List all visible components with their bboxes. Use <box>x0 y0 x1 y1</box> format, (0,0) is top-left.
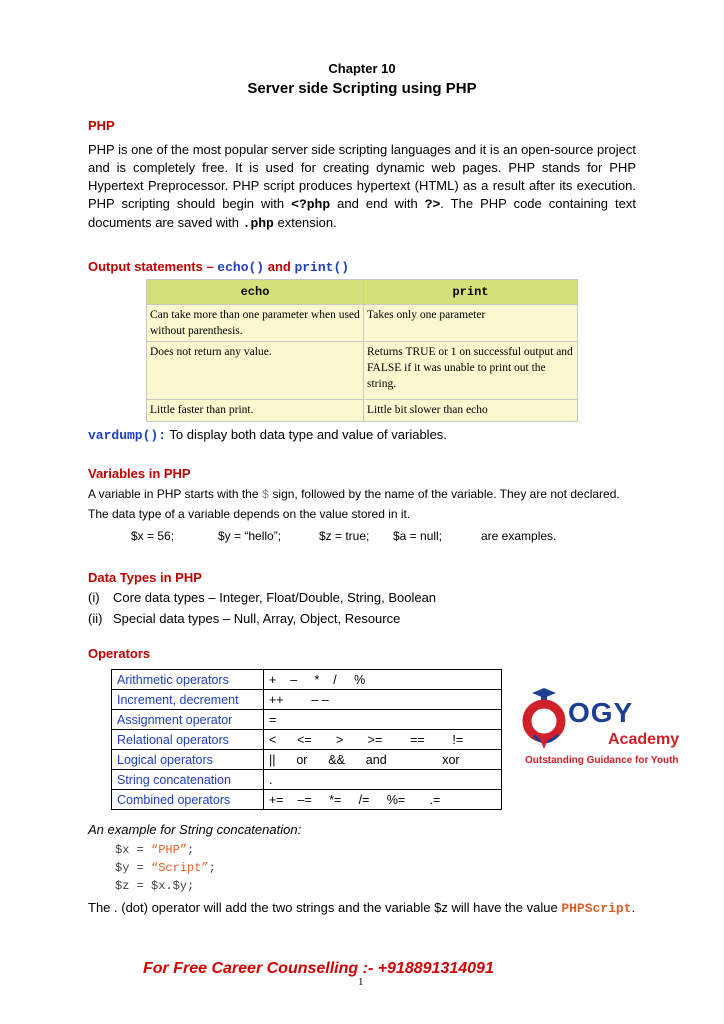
table-row <box>112 790 502 810</box>
list-marker: (ii) <box>88 611 103 626</box>
php-end-tag: ?> <box>424 197 441 212</box>
footer-counselling: For Free Career Counselling :- +918891314091 <box>143 960 494 977</box>
variables-heading: Variables in PHP <box>88 466 191 481</box>
page-title: Server side Scripting using PHP <box>247 80 477 97</box>
code-line <box>115 841 194 859</box>
output-heading <box>88 259 349 275</box>
operator-name: Increment, decrement <box>112 690 264 710</box>
php-extension: .php <box>242 216 274 231</box>
table-row <box>147 305 578 342</box>
ogy-academy-logo <box>520 687 680 769</box>
list-marker: (i) <box>88 590 100 605</box>
operator-symbols: + – * / % <box>264 670 502 690</box>
operators-heading: Operators <box>88 646 151 661</box>
code-pre: $z = $x.$y; <box>115 879 195 893</box>
table-cell: Little faster than print. <box>147 400 364 422</box>
variables-example-3: $z = true; <box>319 529 370 543</box>
table-row <box>147 342 578 400</box>
code-pre: $x = <box>115 843 152 857</box>
php-paragraph <box>88 141 636 233</box>
concat-result-tail: . <box>631 900 636 915</box>
print-code: print() <box>294 260 350 275</box>
variables-example-4: $a = null; <box>393 529 443 543</box>
table-row <box>112 670 502 690</box>
operator-symbols: += –= *= /= %= .= <box>264 790 502 810</box>
php-paragraph-part1: PHP is one of the most popular server side scripting languages and it is an open-source project and is completely free. It is used for creating dynamic web pages. PHP stands for PHP Hypertext Preprocessor. PHP script produces hypertext (HTML) as a result after its execution. PHP scripting should begin with <box>88 142 636 211</box>
table-cell: Returns TRUE or 1 on successful output and FALSE if it was unable to print out the string. <box>364 342 578 400</box>
code-line <box>115 877 194 895</box>
table-row <box>112 730 502 750</box>
operator-name: Arithmetic operators <box>112 670 264 690</box>
operator-symbols: . <box>264 770 502 790</box>
list-text: Special data types – Null, Array, Object, Resource <box>113 611 401 626</box>
concat-explanation-text: The . (dot) operator will add the two strings and the variable $z will have the value <box>88 900 562 915</box>
operator-name: Combined operators <box>112 790 264 810</box>
table-cell: Takes only one parameter <box>364 305 578 342</box>
output-and-text: and <box>264 259 295 274</box>
logo-tagline: Outstanding Guidance for Youth <box>525 755 679 766</box>
php-paragraph-part3: . The PHP code containing text documents are saved with <box>88 196 636 230</box>
table-cell: Does not return any value. <box>147 342 364 400</box>
concat-result: PHPScript <box>561 901 632 916</box>
logo-brand: OGY <box>568 697 634 728</box>
vardump-text: To display both data type and value of variables. <box>166 427 447 442</box>
echo-print-table <box>146 279 578 422</box>
example-caption: An example for String concatenation: <box>88 822 302 837</box>
variables-example-2: $y = “hello”; <box>218 529 282 543</box>
datatypes-heading: Data Types in PHP <box>88 570 202 585</box>
variables-example-1: $x = 56; <box>131 529 175 543</box>
operator-name: Logical operators <box>112 750 264 770</box>
operators-table <box>111 669 502 810</box>
php-heading: PHP <box>88 118 115 133</box>
operator-name: String concatenation <box>112 770 264 790</box>
code-line <box>115 859 216 877</box>
table-header-echo: echo <box>147 280 364 305</box>
table-cell: Little bit slower than echo <box>364 400 578 422</box>
variables-line1-a: A variable in PHP starts with the <box>88 487 262 501</box>
table-row <box>147 400 578 422</box>
list-text: Core data types – Integer, Float/Double, String, Boolean <box>113 590 437 605</box>
table-cell: Can take more than one parameter when used without parenthesis. <box>147 305 364 342</box>
code-string: “PHP” <box>151 843 188 857</box>
table-row <box>112 750 502 770</box>
page-number: 1 <box>358 976 364 988</box>
output-heading-text: Output statements – <box>88 259 218 274</box>
logo-sub: Academy <box>608 731 680 748</box>
operator-symbols: < <= > >= == != <box>264 730 502 750</box>
variables-example-tail: are examples. <box>481 529 557 543</box>
vardump-line <box>88 427 447 443</box>
dollar-sign: $ <box>261 488 270 502</box>
code-post: ; <box>208 861 216 875</box>
operator-name: Assignment operator <box>112 710 264 730</box>
code-post: ; <box>187 843 195 857</box>
variables-line2: The data type of a variable depends on the value stored in it. <box>88 507 411 521</box>
variables-line1-b: sign, followed by the name of the variable. They are not declared. <box>269 487 620 501</box>
concat-explanation <box>88 899 636 918</box>
php-paragraph-part4: extension. <box>273 215 337 230</box>
table-header-print: print <box>364 280 578 305</box>
operator-name: Relational operators <box>112 730 264 750</box>
code-pre: $y = <box>115 861 152 875</box>
operator-symbols: = <box>264 710 502 730</box>
php-paragraph-part2: and end with <box>330 196 425 211</box>
echo-code: echo() <box>217 260 265 275</box>
list-item <box>88 590 437 605</box>
php-begin-tag: <?php <box>291 197 331 212</box>
code-string: “Script” <box>151 861 209 875</box>
table-row <box>112 710 502 730</box>
chapter-label: Chapter 10 <box>328 61 396 76</box>
operator-symbols: || or && and xor <box>264 750 502 770</box>
list-item <box>88 611 401 626</box>
vardump-code: vardump(): <box>88 428 167 443</box>
table-row <box>112 690 502 710</box>
variables-line1 <box>88 487 620 502</box>
table-row <box>112 770 502 790</box>
operator-symbols: ++ – – <box>264 690 502 710</box>
